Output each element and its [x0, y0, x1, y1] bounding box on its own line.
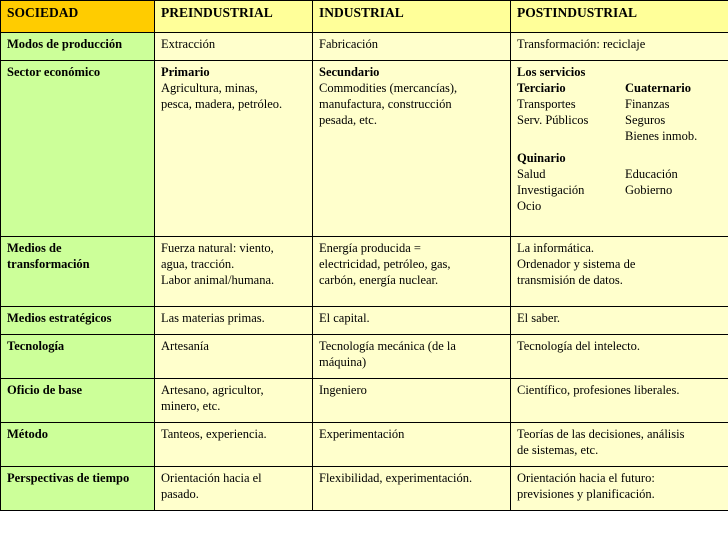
cell-preindustrial	[155, 467, 313, 511]
sector-title: Los servicios	[517, 65, 586, 79]
header-preindustrial: PREINDUSTRIAL	[155, 1, 313, 33]
cell-postindustrial: El saber.	[511, 307, 728, 335]
row-label: Perspectivas de tiempo	[1, 467, 155, 511]
cell-line	[517, 128, 625, 144]
cell-line: transmisión de datos.	[517, 273, 623, 287]
row-label: Tecnología	[1, 335, 155, 379]
cell-line: Salud	[517, 167, 546, 181]
cell-industrial: Experimentación	[313, 423, 511, 467]
sector-title: Secundario	[319, 65, 380, 79]
cell-postindustrial	[511, 467, 728, 511]
cell-preindustrial: Extracción	[155, 33, 313, 61]
cell-industrial	[313, 61, 511, 237]
sector-subtitle: Terciario	[517, 81, 566, 95]
sector-subtitle: Quinario	[517, 151, 566, 165]
cell-line: Teorías de las decisiones, análisis	[517, 427, 685, 441]
cell-line: Fuerza natural: viento,	[161, 241, 274, 255]
cell-industrial: Fabricación	[313, 33, 511, 61]
cell-industrial	[313, 335, 511, 379]
cell-line: Agricultura, minas,	[161, 81, 258, 95]
row-label: Medios estratégicos	[1, 307, 155, 335]
cell-line: Seguros	[625, 113, 666, 127]
row-oficio-base	[1, 379, 728, 423]
cell-line: previsiones y planificación.	[517, 487, 655, 501]
header-industrial: INDUSTRIAL	[313, 1, 511, 33]
cell-postindustrial: Científico, profesiones liberales.	[511, 379, 728, 423]
cell-preindustrial: Artesanía	[155, 335, 313, 379]
cell-industrial: El capital.	[313, 307, 511, 335]
cell-postindustrial: Tecnología del intelecto.	[511, 335, 728, 379]
cell-line: electricidad, petróleo, gas,	[319, 257, 451, 271]
cell-line: Investigación	[517, 183, 585, 197]
row-label	[1, 237, 155, 307]
row-label: Oficio de base	[1, 379, 155, 423]
cell-line: carbón, energía nuclear.	[319, 273, 439, 287]
cell-line: Tecnología mecánica (de la	[319, 339, 456, 353]
row-label-line: Medios de	[7, 241, 62, 255]
cell-line: Educación	[625, 167, 678, 181]
services-grid	[517, 166, 722, 214]
cell-industrial: Flexibilidad, experimentación.	[313, 467, 511, 511]
services-grid	[517, 80, 722, 144]
cell-line: de sistemas, etc.	[517, 443, 599, 457]
cell-line: agua, tracción.	[161, 257, 235, 271]
row-metodo	[1, 423, 728, 467]
cell-industrial: Ingeniero	[313, 379, 511, 423]
cell-line: Finanzas	[625, 97, 670, 111]
cell-line: Commodities (mercancías),	[319, 81, 458, 95]
row-label: Método	[1, 423, 155, 467]
cell-line: Bienes inmob.	[625, 129, 698, 143]
sector-subtitle: Cuaternario	[625, 81, 691, 95]
cell-line: Labor animal/humana.	[161, 273, 275, 287]
cell-postindustrial	[511, 423, 728, 467]
cell-line: Orientación hacia el	[161, 471, 262, 485]
header-row	[1, 1, 728, 33]
row-perspectivas-tiempo	[1, 467, 728, 511]
cell-postindustrial: Transformación: reciclaje	[511, 33, 728, 61]
cell-line: Serv. Públicos	[517, 113, 589, 127]
row-tecnologia	[1, 335, 728, 379]
cell-postindustrial	[511, 61, 728, 237]
row-label: Modos de producción	[1, 33, 155, 61]
row-modos-produccion	[1, 33, 728, 61]
cell-line: manufactura, construcción	[319, 97, 452, 111]
row-medios-estrategicos	[1, 307, 728, 335]
cell-line: pasado.	[161, 487, 199, 501]
cell-industrial	[313, 237, 511, 307]
cell-line: Ocio	[517, 199, 542, 213]
cell-line: Artesano, agricultor,	[161, 383, 264, 397]
sector-title: Primario	[161, 65, 210, 79]
cell-preindustrial	[155, 379, 313, 423]
row-medios-transformacion	[1, 237, 728, 307]
cell-preindustrial: Tanteos, experiencia.	[155, 423, 313, 467]
cell-line: Energía producida =	[319, 241, 421, 255]
cell-preindustrial: Las materias primas.	[155, 307, 313, 335]
cell-line: La informática.	[517, 241, 595, 255]
cell-line: pesca, madera, petróleo.	[161, 97, 283, 111]
cell-line: Transportes	[517, 97, 576, 111]
cell-line: Orientación hacia el futuro:	[517, 471, 655, 485]
cell-line: minero, etc.	[161, 399, 221, 413]
header-postindustrial: POSTINDUSTRIAL	[511, 1, 728, 33]
row-sector-economico	[1, 61, 728, 237]
row-label: Sector económico	[1, 61, 155, 237]
cell-preindustrial	[155, 237, 313, 307]
cell-line: Gobierno	[625, 183, 673, 197]
row-label-line: transformación	[7, 257, 90, 271]
header-sociedad: SOCIEDAD	[1, 1, 155, 33]
cell-postindustrial	[511, 237, 728, 307]
cell-line: máquina)	[319, 355, 367, 369]
cell-preindustrial	[155, 61, 313, 237]
cell-line: pesada, etc.	[319, 113, 377, 127]
cell-line: Ordenador y sistema de	[517, 257, 636, 271]
